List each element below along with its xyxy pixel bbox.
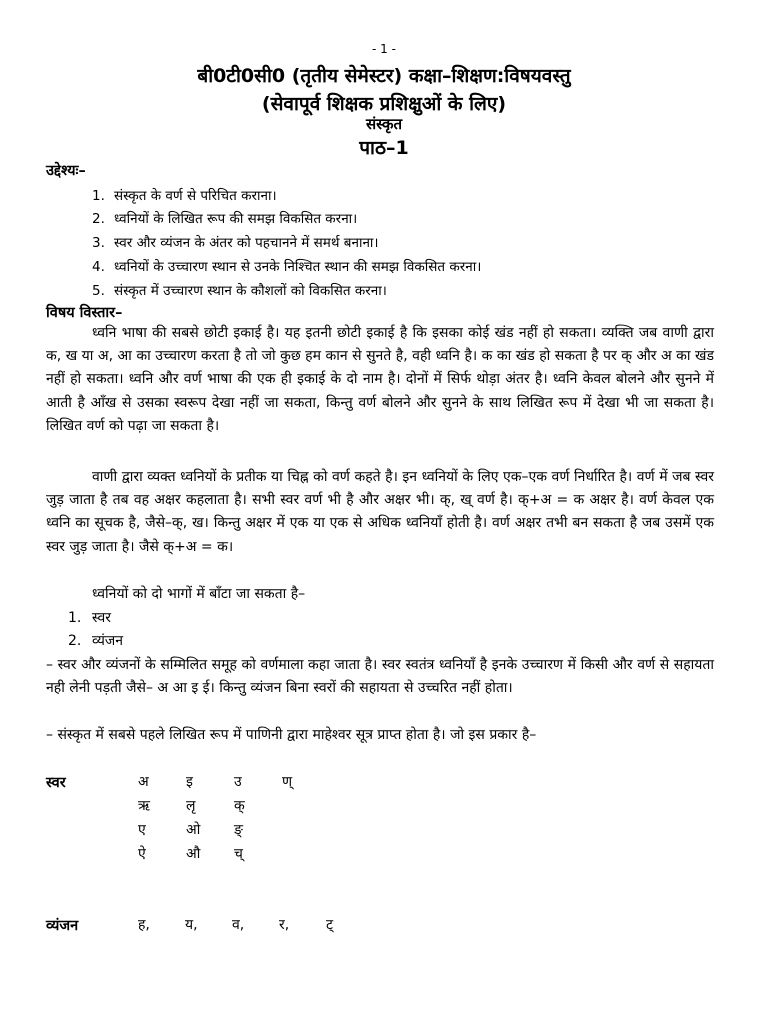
objectives-heading: उद्देश्यः– bbox=[46, 163, 86, 179]
objective-item: 2. ध्वनियों के लिखित रूप की समझ विकसित करना। bbox=[92, 211, 358, 227]
lesson-heading: पाठ–1 bbox=[359, 137, 409, 159]
document-subtitle: (सेवापूर्व शिक्षक प्रशिक्षुओं के लिए) bbox=[261, 93, 507, 115]
sound-class-item: 2. व्यंजन bbox=[68, 633, 124, 649]
objective-item: 4. ध्वनियों के उच्चारण स्थान से उनके निश्चित स्थान की समझ विकसित करना। bbox=[92, 259, 482, 275]
paragraph-maheshwar: – संस्कृत में सबसे पहले लिखित रूप में पाणिनी द्वारा माहेश्वर सूत्र प्राप्त होता है। जो इस प्रकार है– bbox=[46, 727, 537, 743]
paragraph-alphabet: – स्वर और व्यंजनों के सम्मिलित समूह को वर्णमाला कहा जाता है। स्वर स्वतंत्र ध्वनियाँ है इनके उच्चारण में किसी और वर्ण से सहायता नही लेनी पड़ती जैसे– अ आ इ ई। किन्तु व्यंजन बिना स्वरों की सहायता से उच्चरित नहीं होता। bbox=[46, 657, 714, 697]
vyanjan-sutra-row: ह, य, व, र, ट् bbox=[138, 917, 334, 933]
objective-item: 1. संस्कृत के वर्ण से परिचित कराना। bbox=[92, 188, 277, 204]
document-title: बी0टी0सी0 (तृतीय सेमेस्टर) कक्षा–शिक्षण:विषयवस्तु bbox=[197, 65, 571, 87]
swar-sutra-grid bbox=[138, 772, 330, 868]
paragraph-sound: ध्वनि भाषा की सबसे छोटी इकाई है। यह इतनी छोटी इकाई है कि इसका कोई खंड नहीं हो सकता। व्यक्ति जब वाणी द्वारा क, ख या अ, आ का उच्चारण करता है तो जो कुछ हम कान से सुनते है, वही ध्वनि है। क का खंड हो सकता है पर क् और अ का खंड नहीं हो सकता। ध्वनि और वर्ण भाषा की एक ही इकाई के दो नाम है। दोनों में सिर्फ थोड़ा अंतर है। ध्वनि केवल बोलने और सुनने में आती है आँख से उसका स्वरूप देखा नहीं जा सकता, किन्तु वर्ण बोलने और सुनने के साथ लिखित रूप में देखा भी जा सकता है। लिखित वर्ण को पढ़ा जा सकता है। bbox=[46, 325, 714, 434]
sound-class-item: 1. स्वर bbox=[68, 610, 111, 626]
objective-item: 3. स्वर और व्यंजन के अंतर को पहचानने में समर्थ बनाना। bbox=[92, 235, 379, 251]
paragraph-letter: वाणी द्वारा व्यक्त ध्वनियों के प्रतीक या चिह्न को वर्ण कहते है। इन ध्वनियों के लिए एक–एक वर्ण निर्धारित है। वर्ण में जब स्वर जुड़ जाता है तब वह अक्षर कहलाता है। सभी स्वर वर्ण भी है और अक्षर भी। क्, ख् वर्ण है। क्+अ = क अक्षर है। वर्ण केवल एक ध्वनि का सूचक है, जैसे–क्, ख। किन्तु अक्षर में एक या एक से अधिक ध्वनियाँ होती है। वर्ण अक्षर तभी बन सकता है जब उसमें एक स्वर जुड़ जाता है। जैसे क्+अ = क। bbox=[46, 469, 714, 555]
objective-item: 5. संस्कृत में उच्चारण स्थान के कौशलों को विकसित करना। bbox=[92, 283, 387, 299]
swar-label: स्वर bbox=[46, 775, 66, 791]
sutra-row: ऐ औ च् bbox=[138, 846, 243, 862]
sutra-row: ए ओ ङ् bbox=[138, 822, 243, 838]
vyanjan-label: व्यंजन bbox=[46, 918, 79, 934]
sutra-row: ऋ लृ क् bbox=[138, 798, 245, 814]
sutra-row: अ इ उ ण् bbox=[138, 774, 293, 790]
page-number: - 1 - bbox=[372, 42, 396, 56]
paragraph-division: ध्वनियों को दो भागों में बाँटा जा सकता है– bbox=[92, 586, 306, 602]
expansion-heading: विषय विस्तार– bbox=[46, 305, 123, 321]
subject-heading: संस्कृत bbox=[365, 115, 403, 133]
